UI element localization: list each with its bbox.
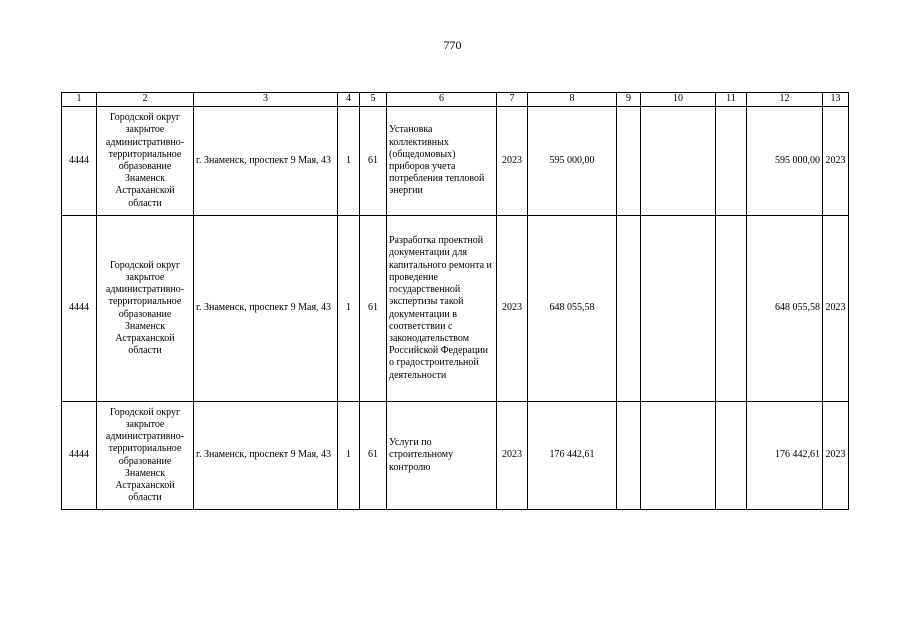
cell-col-9 — [617, 216, 641, 402]
cell-total-cost: 176 442,61 — [528, 402, 617, 510]
cell-funding: 176 442,61 — [747, 402, 823, 510]
column-header: 9 — [617, 93, 641, 107]
table-row — [62, 107, 849, 216]
cell-completion-year: 2023 — [823, 216, 849, 402]
cell-col-11 — [716, 107, 747, 216]
cell-funding: 648 055,58 — [747, 216, 823, 402]
column-header: 12 — [747, 93, 823, 107]
column-header: 2 — [97, 93, 194, 107]
cell-municipality: Городской округ закрытое административно-территориальное образование Знаменск Астраханской области — [97, 216, 194, 402]
cell-col-10 — [641, 107, 716, 216]
column-header: 10 — [641, 93, 716, 107]
cell-col-10 — [641, 402, 716, 510]
column-header: 11 — [716, 93, 747, 107]
cell-total-cost: 595 000,00 — [528, 107, 617, 216]
table-body — [62, 107, 849, 510]
cell-completion-year: 2023 — [823, 107, 849, 216]
column-header: 1 — [62, 93, 97, 107]
cell-col-10 — [641, 216, 716, 402]
cell-work-type: Разработка проектной документации для капитального ремонта и проведение государственной экспертизы такой документации в соответствии с законодательством Российской Федерации о градостроительной деятельности — [387, 216, 497, 402]
cell-code: 4444 — [62, 107, 97, 216]
cell-col-4: 1 — [338, 402, 360, 510]
page-number: 770 — [443, 38, 462, 52]
cell-col-5: 61 — [360, 107, 387, 216]
table-row — [62, 402, 849, 510]
cell-municipality: Городской округ закрытое административно-территориальное образование Знаменск Астраханской области — [97, 107, 194, 216]
cell-col-5: 61 — [360, 216, 387, 402]
cell-col-11 — [716, 402, 747, 510]
cell-funding: 595 000,00 — [747, 107, 823, 216]
table-row — [62, 216, 849, 402]
cell-col-4: 1 — [338, 107, 360, 216]
cell-code: 4444 — [62, 216, 97, 402]
cell-col-9 — [617, 107, 641, 216]
cell-address: г. Знаменск, проспект 9 Мая, 43 — [194, 107, 338, 216]
cell-total-cost: 648 055,58 — [528, 216, 617, 402]
cell-address: г. Знаменск, проспект 9 Мая, 43 — [194, 216, 338, 402]
cell-municipality: Городской округ закрытое административно-территориальное образование Знаменск Астраханской области — [97, 402, 194, 510]
cell-work-type: Услуги по строительному контролю — [387, 402, 497, 510]
column-header: 5 — [360, 93, 387, 107]
cell-completion-year: 2023 — [823, 402, 849, 510]
column-header: 8 — [528, 93, 617, 107]
cell-col-5: 61 — [360, 402, 387, 510]
column-header: 3 — [194, 93, 338, 107]
cell-code: 4444 — [62, 402, 97, 510]
column-header: 4 — [338, 93, 360, 107]
cell-work-type: Установка коллективных (общедомовых) приборов учета потребления тепловой энергии — [387, 107, 497, 216]
table-header — [62, 93, 849, 107]
column-header: 13 — [823, 93, 849, 107]
cell-col-11 — [716, 216, 747, 402]
data-table — [61, 92, 849, 510]
cell-address: г. Знаменск, проспект 9 Мая, 43 — [194, 402, 338, 510]
cell-col-9 — [617, 402, 641, 510]
header-row — [62, 93, 849, 107]
cell-year: 2023 — [497, 216, 528, 402]
cell-col-4: 1 — [338, 216, 360, 402]
column-header: 6 — [387, 93, 497, 107]
cell-year: 2023 — [497, 402, 528, 510]
column-header: 7 — [497, 93, 528, 107]
cell-year: 2023 — [497, 107, 528, 216]
